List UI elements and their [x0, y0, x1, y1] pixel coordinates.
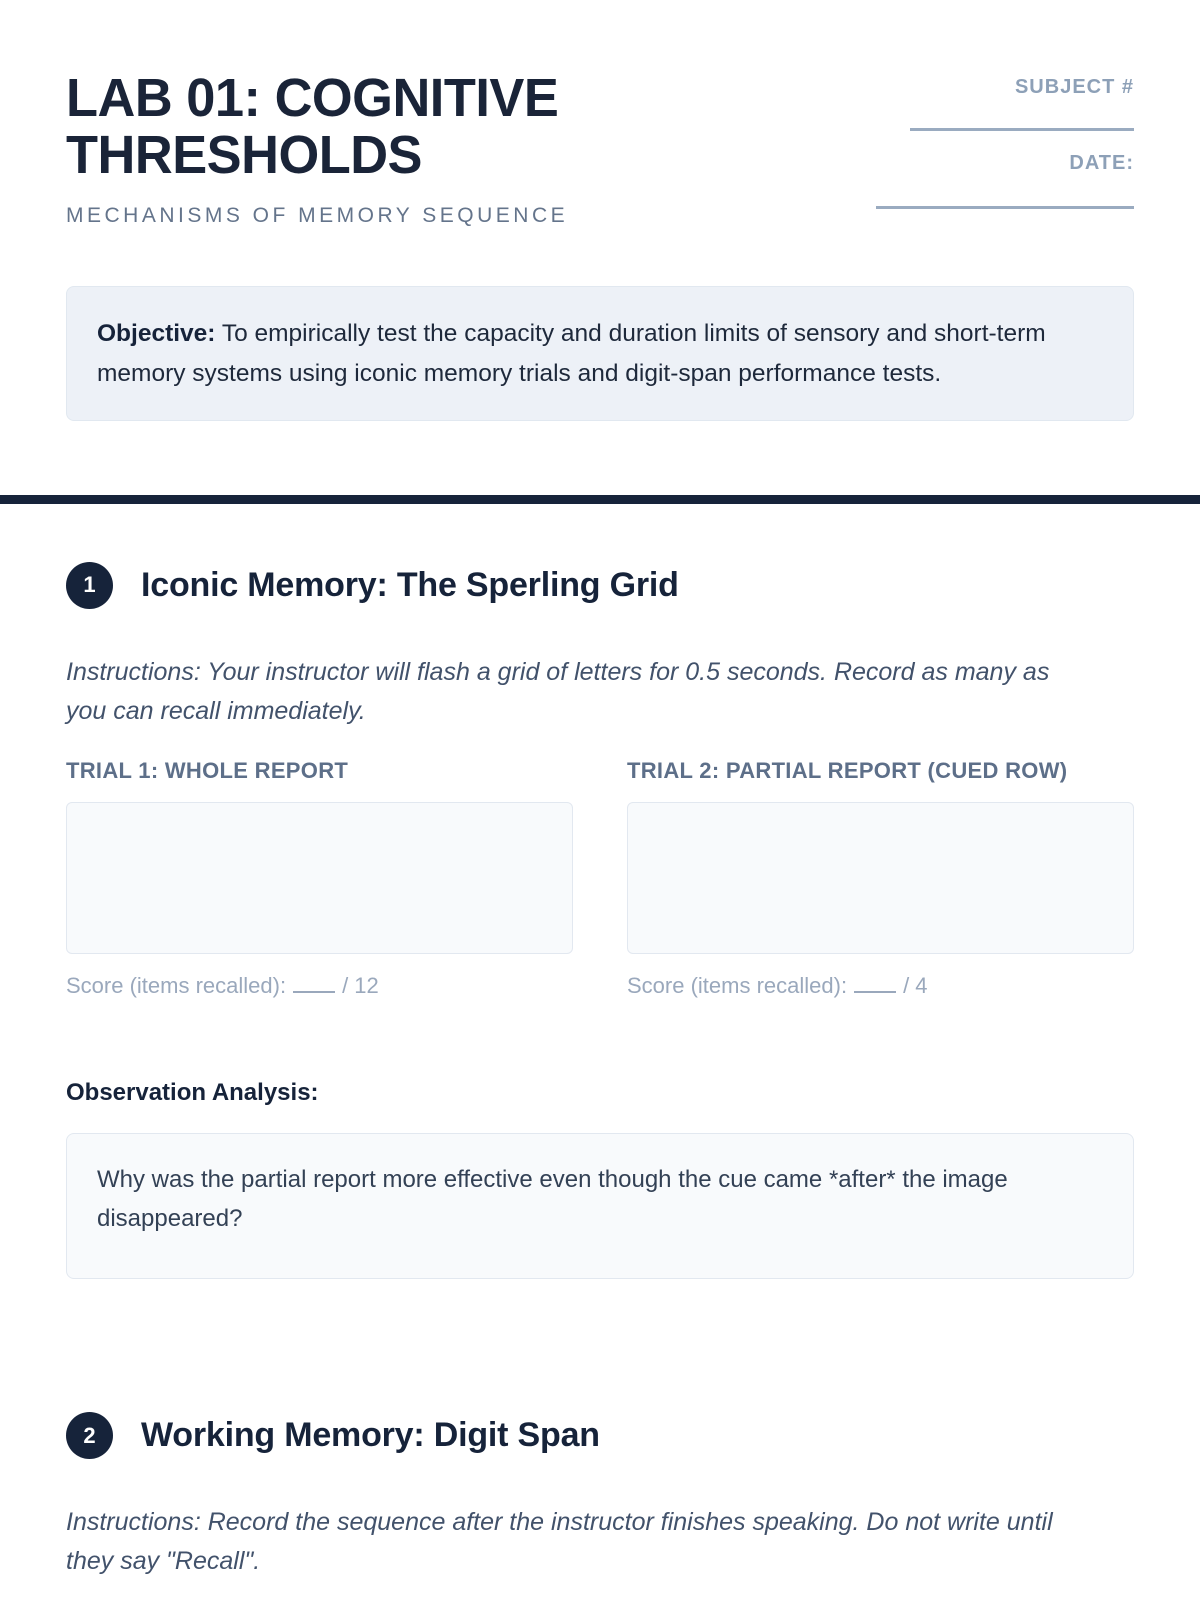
trial-1-column: [66, 758, 573, 999]
page-subtitle: MECHANISMS OF MEMORY SEQUENCE: [66, 204, 569, 228]
section-1-instructions: Instructions: Your instructor will flash a grid of letters for 0.5 seconds. Record as many as you can recall immediately.: [66, 657, 1050, 725]
trial-1-score-line: [66, 971, 573, 999]
observation-question: Why was the partial report more effective even though the cue came *after* the image disappeared?: [97, 1166, 1008, 1232]
page-title: LAB 01: COGNITIVE THRESHOLDS: [66, 68, 559, 186]
trial-2-column: [627, 758, 1134, 999]
trial-1-response-box[interactable]: [66, 802, 573, 954]
section-1-number-badge: 1: [66, 562, 113, 609]
date-label: DATE:: [1069, 152, 1134, 174]
section-divider: [0, 495, 1200, 504]
section-1-heading: [66, 562, 1134, 609]
objective-text: To empirically test the capacity and duration limits of sensory and short-term memory systems using iconic memory trials and digit-span performance tests.: [97, 320, 1046, 387]
trial-1-score-total: / 12: [342, 973, 379, 999]
observation-analysis-label: Observation Analysis:: [66, 1079, 319, 1107]
subject-number-label: SUBJECT #: [1014, 76, 1134, 98]
title-block: [66, 70, 706, 228]
trial-2-score-label: Score (items recalled):: [627, 973, 848, 999]
section-1-title: Iconic Memory: The Sperling Grid: [141, 565, 679, 604]
section-working-memory: [0, 1412, 1200, 1581]
trial-2-label: TRIAL 2: PARTIAL REPORT (CUED ROW): [627, 758, 1068, 784]
observation-answer-box[interactable]: [66, 1133, 1134, 1279]
trial-1-score-blank[interactable]: [293, 971, 335, 993]
objective-box: [66, 286, 1134, 420]
subject-number-field[interactable]: [910, 128, 1134, 131]
section-2-title: Working Memory: Digit Span: [141, 1416, 600, 1455]
objective-label: Objective:: [97, 320, 216, 348]
trial-2-response-box[interactable]: [627, 802, 1134, 954]
date-field[interactable]: [876, 206, 1134, 209]
section-2-number-badge: 2: [66, 1412, 113, 1459]
section-2-instructions: Instructions: Record the sequence after the instructor finishes speaking. Do not write until they say "Recall".: [66, 1508, 1053, 1575]
header: [0, 0, 1200, 228]
trial-2-score-blank[interactable]: [854, 971, 896, 993]
trial-1-label: TRIAL 1: WHOLE REPORT: [66, 758, 349, 784]
trial-2-score-total: / 4: [903, 973, 928, 999]
section-iconic-memory: [0, 562, 1200, 1279]
trials-grid: [66, 758, 1134, 999]
trial-1-score-label: Score (items recalled):: [66, 973, 287, 999]
section-2-heading: [66, 1412, 1134, 1459]
header-meta: [844, 70, 1134, 209]
trial-2-score-line: [627, 971, 1134, 999]
